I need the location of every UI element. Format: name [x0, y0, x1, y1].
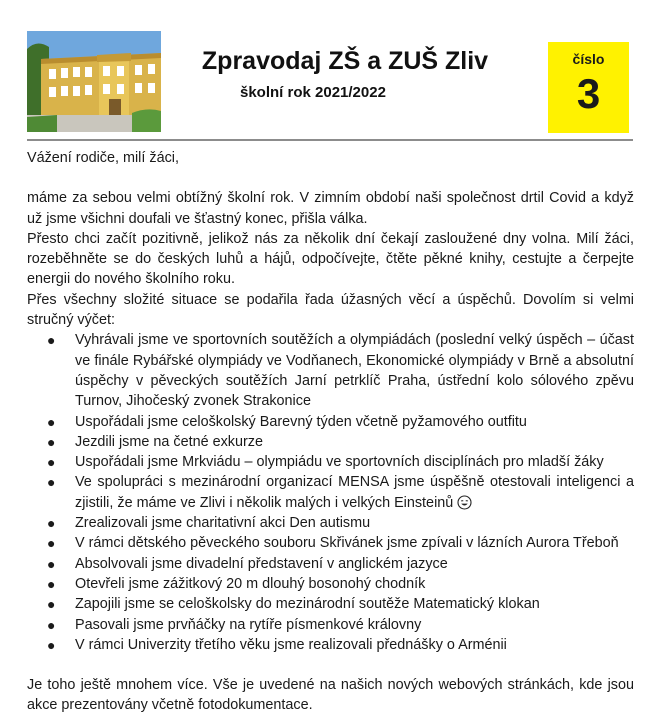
paragraph: máme za sebou velmi obtížný školní rok. V zimním období naši společnost drtil Covid a když už jsme všichni doufali ve šťastný konec, přišla válka.: [27, 190, 634, 227]
bullet-dot: ●: [47, 575, 56, 592]
list-item-text: Zapojili jsme se celoškolsky do mezinárodní soutěže Matematický klokan: [75, 596, 540, 613]
school-year: školní rok 2021/2022: [240, 84, 386, 101]
salutation: Vážení rodiče, milí žáci,: [27, 150, 179, 166]
bullet-dot: ●: [47, 474, 56, 491]
issue-number: 3: [576, 70, 601, 117]
school-building-photo: [27, 31, 161, 132]
list-item-text: Jezdili jsme na četné exkurze: [75, 433, 263, 450]
list-item: [47, 615, 634, 635]
bullet-dot: ●: [47, 636, 56, 653]
list-item: [47, 635, 634, 655]
bullet-dot: ●: [47, 535, 56, 552]
list-item-text: Ve spolupráci s mezinárodní organizací MENSA jsme úspěšně otestovali inteligenci a zjistili, že máme ve Zlivi i několik malých i velkých Einsteinů: [75, 474, 634, 511]
bullet-dot: ●: [47, 515, 56, 532]
list-item: [47, 452, 634, 472]
list-item: [47, 432, 634, 452]
bullet-dot: ●: [47, 433, 56, 450]
list-item-text: Vyhrávali jsme ve sportovních soutěžích a olympiádách (poslední velký úspěch – účast ve finále Rybářské olympiády ve Vodňanech, Ekonomické olympiády v Brně a absolutní úspěchy v pěveckých soutěžích Jarní petrklíč Praha, ústřední kolo sólového zpěvu Turnov, Jihočeský zvonek Strakonice: [75, 332, 634, 410]
bullet-dot: ●: [47, 413, 56, 430]
bullet-dot: ●: [47, 596, 56, 613]
list-item-text: V rámci Univerzity třetího věku jsme realizovali přednášky o Arménii: [75, 636, 507, 653]
list-item: [47, 412, 634, 432]
list-item-text: Uspořádali jsme Mrkviádu – olympiádu ve sportovních disciplínách pro mladší žáky: [75, 454, 604, 471]
list-item-text: Absolvovali jsme divadelní představení v anglickém jazyce: [75, 555, 448, 572]
paragraph: Přesto chci začít pozitivně, jelikož nás za několik dní čekají zasloužené dny volna. Milí žáci, rozeběhněte se do českých luhů a hájů, odpočívejte, čtěte pěkné knihy, cestujte a čerpejte energii do nového školního roku.: [27, 230, 634, 288]
achievement-list: [27, 330, 634, 655]
list-item: [47, 594, 634, 614]
issue-label: číslo: [572, 51, 605, 67]
bullet-dot: ●: [47, 555, 56, 572]
list-item: [47, 472, 634, 513]
paragraph: Přes všechny složité situace se podařila řada úžasných věcí a úspěchů. Dovolím si velmi stručný výčet:: [27, 291, 634, 329]
issue-badge: [548, 42, 629, 133]
bullet-dot: ●: [47, 454, 56, 471]
smiling-face-icon: [457, 495, 472, 510]
newsletter-title: Zpravodaj ZŠ a ZUŠ Zliv: [201, 47, 489, 75]
list-item: [47, 554, 634, 574]
list-item-text: Otevřeli jsme zážitkový 20 m dlouhý bosonohý chodník: [75, 575, 426, 592]
list-item: [47, 574, 634, 594]
list-item-text: Zrealizovali jsme charitativní akci Den autismu: [75, 515, 371, 532]
list-item-text: V rámci dětského pěveckého souboru Skřivánek jsme zpívali v lázních Aurora Třeboň: [75, 535, 619, 552]
closing-paragraph: Je toho ještě mnohem více. Vše je uvedené na našich nových webových stránkách, kde jsou akce prezentovány včetně fotodokumentace.: [27, 677, 634, 714]
bullet-dot: ●: [47, 332, 56, 349]
letter-body: [27, 148, 634, 716]
header-divider: [27, 139, 633, 141]
list-item: [47, 513, 634, 533]
bullet-dot: ●: [47, 616, 56, 633]
list-item-text: Uspořádali jsme celoškolský Barevný týden včetně pyžamového outfitu: [75, 413, 527, 430]
list-item: [47, 330, 634, 411]
list-item: [47, 533, 634, 553]
list-item-text: Pasovali jsme prvňáčky na rytíře písmenkové královny: [75, 616, 422, 633]
